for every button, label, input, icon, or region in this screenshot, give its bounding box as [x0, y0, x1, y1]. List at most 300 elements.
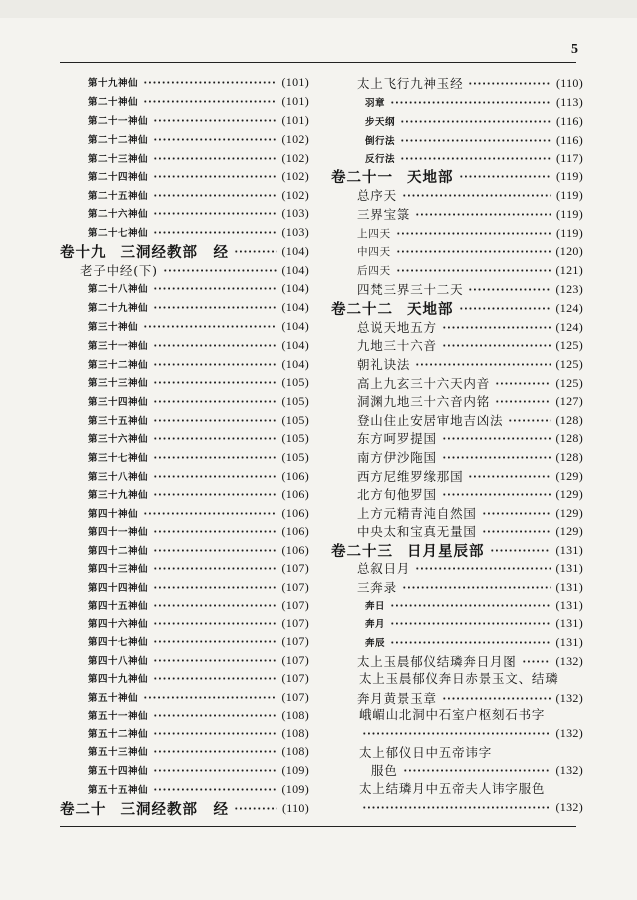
toc-entry	[88, 448, 309, 466]
toc-entry	[357, 355, 583, 373]
page-ref: (132)	[555, 762, 583, 777]
page-ref: (120)	[555, 243, 583, 258]
page-ref: (131)	[555, 615, 583, 630]
dot-leader	[400, 139, 551, 142]
toc-entry	[365, 112, 583, 130]
dot-leader	[153, 437, 276, 440]
page-ref: (104)	[281, 299, 309, 314]
entry-title: 四梵三界三十二天	[357, 282, 464, 297]
dot-leader	[362, 732, 551, 735]
entry-title: 总说天地五方	[357, 320, 437, 335]
page-ref: (108)	[281, 725, 309, 740]
entry-title: 第二十八神仙	[88, 284, 149, 295]
page-ref: (107)	[281, 633, 309, 648]
dot-leader	[153, 769, 276, 772]
page-ref: (117)	[555, 150, 583, 165]
toc-entry	[357, 559, 583, 577]
dot-leader	[153, 788, 276, 791]
dot-leader	[396, 250, 551, 253]
page-ref: (125)	[555, 337, 583, 352]
entry-title: 第四十七神仙	[88, 637, 149, 648]
toc-entry	[88, 167, 309, 185]
page-ref: (101)	[281, 93, 309, 108]
toc-entry	[357, 448, 583, 466]
dot-leader	[153, 549, 276, 552]
toc-entry	[88, 780, 309, 798]
dot-leader	[442, 326, 551, 329]
page-ref: (131)	[555, 634, 583, 649]
entry-title: 第四十神仙	[88, 509, 139, 520]
page-ref: (132)	[555, 653, 583, 668]
volume-number: 卷二十二	[331, 300, 393, 318]
dot-leader	[143, 325, 276, 328]
toc-entry	[88, 204, 309, 222]
page-ref: (128)	[555, 412, 583, 427]
toc-entry	[357, 467, 583, 485]
dot-leader	[396, 269, 551, 272]
entry-title: 老子中经(下)	[80, 263, 158, 278]
dot-leader	[468, 288, 550, 291]
dot-leader	[153, 586, 276, 589]
page-ref: (105)	[281, 430, 309, 445]
dot-leader	[153, 732, 276, 735]
dot-leader	[415, 213, 551, 216]
page-ref: (107)	[281, 615, 309, 630]
entry-title: 东方呵罗提国	[357, 431, 437, 446]
dot-leader	[468, 82, 551, 85]
toc-entry	[88, 186, 309, 204]
toc-entry	[88, 298, 309, 316]
entry-title: 第三十三神仙	[88, 378, 149, 389]
volume-title	[331, 166, 454, 187]
entry-title: 第二十二神仙	[88, 135, 149, 146]
dot-leader	[390, 622, 550, 625]
toc-entry	[88, 706, 309, 724]
entry-title: 三奔录	[357, 580, 397, 595]
toc-entry	[88, 336, 309, 354]
entry-title: 第三十九神仙	[88, 490, 149, 501]
entry-title: 南方伊沙陁国	[357, 450, 437, 465]
volume-title	[60, 798, 229, 819]
page-number: 5	[571, 42, 578, 57]
page-ref: (124)	[555, 319, 583, 334]
entry-title: 第四十一神仙	[88, 527, 149, 538]
page-ref: (107)	[281, 670, 309, 685]
entry-title: 太上飞行九神玉经	[357, 76, 464, 91]
toc-entry	[365, 149, 583, 167]
page-ref: (110)	[555, 75, 583, 90]
dot-leader	[468, 475, 550, 478]
page-ref: (110)	[281, 800, 309, 815]
toc-entry	[357, 411, 583, 429]
page-ref: (104)	[281, 356, 309, 371]
toc-entry	[88, 130, 309, 148]
page-ref: (129)	[555, 523, 583, 538]
entry-title: 中四天	[357, 245, 391, 258]
dot-leader	[459, 175, 551, 178]
page-ref: (107)	[281, 560, 309, 575]
page-ref: (106)	[281, 542, 309, 557]
page-ref: (102)	[281, 131, 309, 146]
page-ref: (129)	[555, 468, 583, 483]
dot-leader	[403, 769, 551, 772]
toc-entry	[88, 485, 309, 503]
page-ref: (104)	[281, 280, 309, 295]
page-ref: (125)	[555, 375, 583, 390]
toc-entry	[357, 374, 583, 392]
toc-entry	[88, 651, 309, 669]
entry-title: 高上九玄三十六天内音	[357, 376, 491, 391]
entry-title: 第四十四神仙	[88, 583, 149, 594]
entry-title: 北方旬他罗国	[357, 487, 437, 502]
dot-leader	[234, 250, 277, 253]
entry-title: 第四十五神仙	[88, 601, 149, 612]
page-ref: (107)	[281, 652, 309, 667]
page-ref: (101)	[281, 74, 309, 89]
dot-leader	[490, 549, 551, 552]
toc-entry	[88, 355, 309, 373]
page-ref: (107)	[281, 689, 309, 704]
page-ref: (107)	[281, 597, 309, 612]
dot-leader	[153, 363, 276, 366]
page-ref: (128)	[555, 430, 583, 445]
dot-leader	[390, 101, 551, 104]
dot-leader	[482, 512, 551, 515]
entry-title: 第二十五神仙	[88, 191, 149, 202]
toc-entry	[88, 411, 309, 429]
volume-title	[60, 241, 229, 262]
dot-leader	[153, 567, 276, 570]
toc-entry	[357, 522, 583, 540]
toc-entry	[88, 504, 309, 522]
toc-entry	[88, 111, 309, 129]
dot-leader	[143, 696, 276, 699]
page-ref: (132)	[555, 690, 583, 705]
page-ref: (121)	[555, 262, 583, 277]
dot-leader	[442, 493, 551, 496]
toc-entry	[88, 73, 309, 91]
toc-entry	[365, 131, 583, 149]
page-ref: (108)	[281, 707, 309, 722]
page-ref: (119)	[555, 187, 583, 202]
page-ref: (109)	[281, 762, 309, 777]
dot-leader	[153, 419, 276, 422]
page-ref: (108)	[281, 743, 309, 758]
dot-leader	[153, 622, 276, 625]
volume-section: 天地部	[407, 300, 454, 318]
page-ref: (102)	[281, 187, 309, 202]
entry-title: 第二十三神仙	[88, 154, 149, 165]
page-ref: (102)	[281, 150, 309, 165]
entry-title: 反行法	[365, 154, 396, 165]
dot-leader	[400, 120, 551, 123]
dot-leader	[153, 138, 276, 141]
dot-leader	[482, 530, 551, 533]
page-ref: (119)	[555, 225, 583, 240]
entry-title: 洞渊九地三十六音内铭	[357, 394, 491, 409]
toc-entry	[88, 392, 309, 410]
dot-leader	[508, 419, 550, 422]
dot-leader	[442, 456, 551, 459]
dot-leader	[153, 750, 276, 753]
dot-leader	[495, 382, 550, 385]
entry-title: 倒行法	[365, 136, 396, 147]
dot-leader	[153, 475, 276, 478]
entry-title: 第四十三神仙	[88, 564, 149, 575]
entry-title: 中央太和宝真无量国	[357, 524, 477, 539]
page-ref: (105)	[281, 412, 309, 427]
toc-entry	[88, 742, 309, 760]
entry-title: 服色	[371, 763, 398, 778]
dot-leader	[522, 660, 551, 663]
volume-section: 三洞经教部 经	[120, 800, 229, 818]
entry-title: 总序天	[357, 188, 397, 203]
dot-leader	[153, 212, 276, 215]
page-ref: (106)	[281, 486, 309, 501]
toc-entry	[88, 373, 309, 391]
volume-number: 卷二十三	[331, 542, 393, 560]
entry-title: 奔月	[365, 619, 386, 630]
entry-title: 第三十二神仙	[88, 360, 149, 371]
page-ref: (119)	[555, 206, 583, 221]
toc-entry	[357, 318, 583, 336]
page-ref: (104)	[281, 243, 309, 258]
entry-title: 上方元精青沌自然国	[357, 506, 477, 521]
volume-title	[331, 540, 485, 561]
entry-title: 第二十四神仙	[88, 172, 149, 183]
dot-leader	[153, 306, 276, 309]
page-ref: (129)	[555, 486, 583, 501]
entry-title: 第五十五神仙	[88, 785, 149, 796]
dot-leader	[402, 194, 551, 197]
toc-entry	[357, 242, 583, 260]
entry-title: 第四十九神仙	[88, 674, 149, 685]
dot-leader	[143, 512, 276, 515]
toc-entry	[88, 223, 309, 241]
dot-leader	[442, 437, 551, 440]
page-ref: (116)	[555, 132, 583, 147]
toc-entry	[357, 485, 583, 503]
toc-volume-entry	[331, 299, 583, 317]
dot-leader	[415, 567, 550, 570]
page-ref: (104)	[281, 262, 309, 277]
entry-title: 羽章	[365, 98, 386, 109]
page-ref: (129)	[555, 505, 583, 520]
page-ref: (127)	[555, 393, 583, 408]
entry-title: 三界宝箓	[357, 207, 411, 222]
dot-leader	[390, 604, 550, 607]
dot-leader	[153, 119, 276, 122]
toc-entry	[357, 205, 583, 223]
entry-title: 第三十神仙	[88, 322, 139, 333]
entry-title: 第四十二神仙	[88, 546, 149, 557]
toc-entry	[365, 596, 583, 614]
entry-title: 第五十二神仙	[88, 729, 149, 740]
entry-title: 第二十七神仙	[88, 228, 149, 239]
toc-entry	[88, 522, 309, 540]
entry-title: 第二十六神仙	[88, 209, 149, 220]
toc-entry	[88, 92, 309, 110]
toc-entry	[88, 559, 309, 577]
page-ref: (119)	[555, 168, 583, 183]
entry-title: 第二十九神仙	[88, 303, 149, 314]
page-ref: (104)	[281, 318, 309, 333]
entry-title: 第二十神仙	[88, 97, 139, 108]
entry-title: 奔辰	[365, 638, 386, 649]
toc-entry	[357, 336, 583, 354]
entry-title: 第三十五神仙	[88, 416, 149, 427]
dot-leader	[163, 269, 277, 272]
entry-title: 第三十七神仙	[88, 453, 149, 464]
toc-entry	[357, 724, 583, 742]
page-ref: (106)	[281, 523, 309, 538]
volume-title	[331, 298, 454, 319]
footer-rule	[60, 826, 576, 827]
toc-entry	[88, 761, 309, 779]
dot-leader	[153, 287, 276, 290]
dot-leader	[442, 697, 551, 700]
page-ref: (103)	[281, 224, 309, 239]
page-ref: (131)	[555, 597, 583, 612]
toc-entry	[357, 798, 583, 816]
entry-title: 总叙日月	[357, 561, 411, 576]
page-ref: (106)	[281, 468, 309, 483]
page-ref: (124)	[555, 300, 583, 315]
toc-volume-entry	[331, 167, 583, 185]
entry-title: 登山住止安居审地吉凶法	[357, 413, 504, 428]
toc-entry-text: 太上郁仪日中五帝讳字	[359, 745, 493, 760]
entry-title: 第三十八神仙	[88, 472, 149, 483]
dot-leader	[402, 586, 551, 589]
toc-entry	[88, 317, 309, 335]
toc-entry	[357, 186, 583, 204]
page-ref: (128)	[555, 449, 583, 464]
dot-leader	[153, 175, 276, 178]
toc-entry	[88, 578, 309, 596]
toc-entry	[357, 429, 583, 447]
dot-leader	[153, 530, 276, 533]
dot-leader	[362, 806, 551, 809]
page-ref: (101)	[281, 112, 309, 127]
toc-entry	[365, 93, 583, 111]
page-ref: (132)	[555, 725, 583, 740]
entry-title: 九地三十六音	[357, 338, 437, 353]
page-ref: (131)	[555, 579, 583, 594]
toc-entry	[357, 392, 583, 410]
toc-volume-entry	[60, 242, 309, 260]
toc-entry	[357, 261, 583, 279]
page-ref: (132)	[555, 799, 583, 814]
entry-title: 第三十六神仙	[88, 434, 149, 445]
toc-entry-text: 峨嵋山北洞中石室户枢刻石书字	[359, 707, 546, 722]
toc-entry-text: 太上结璘月中五帝夫人讳字服色	[359, 781, 546, 796]
entry-title: 步天纲	[365, 117, 396, 128]
page-edge	[0, 0, 637, 18]
dot-leader	[390, 641, 550, 644]
volume-section: 天地部	[407, 168, 454, 186]
dot-leader	[442, 344, 551, 347]
dot-leader	[153, 456, 276, 459]
toc-entry	[88, 279, 309, 297]
toc-entry-text: 太上玉晨郁仪奔日赤景玉文、结璘	[359, 671, 559, 686]
page-ref: (106)	[281, 505, 309, 520]
toc-entry	[371, 761, 583, 779]
entry-title: 第三十一神仙	[88, 341, 149, 352]
volume-section: 三洞经教部 经	[120, 243, 229, 261]
page-ref: (103)	[281, 205, 309, 220]
dot-leader	[153, 640, 276, 643]
toc-entry	[80, 261, 309, 279]
dot-leader	[143, 81, 276, 84]
dot-leader	[459, 307, 551, 310]
dot-leader	[234, 807, 277, 810]
entry-title: 第五十神仙	[88, 693, 139, 704]
toc-entry	[357, 280, 583, 298]
entry-title: 西方尼维罗缘那国	[357, 469, 464, 484]
page-ref: (109)	[281, 781, 309, 796]
toc-entry	[357, 689, 583, 707]
dot-leader	[153, 714, 276, 717]
entry-title: 奔月黄景玉章	[357, 691, 437, 706]
page-ref: (131)	[555, 542, 583, 557]
entry-title: 第五十三神仙	[88, 747, 149, 758]
page-ref: (131)	[555, 560, 583, 575]
dot-leader	[400, 157, 551, 160]
entry-title: 奔日	[365, 601, 386, 612]
page-ref: (116)	[555, 113, 583, 128]
toc-entry	[88, 688, 309, 706]
dot-leader	[153, 157, 276, 160]
dot-leader	[153, 231, 276, 234]
toc-entry	[88, 724, 309, 742]
page-ref: (125)	[555, 356, 583, 371]
toc-entry	[357, 74, 583, 92]
entry-title: 上四天	[357, 227, 391, 240]
toc-volume-entry	[60, 799, 309, 817]
dot-leader	[495, 400, 550, 403]
toc-entry	[88, 596, 309, 614]
entry-title: 第三十四神仙	[88, 397, 149, 408]
entry-title: 第十九神仙	[88, 78, 139, 89]
toc-entry	[88, 149, 309, 167]
volume-section: 日月星辰部	[407, 542, 485, 560]
toc-entry	[88, 429, 309, 447]
toc-entry	[365, 633, 583, 651]
page-ref: (105)	[281, 449, 309, 464]
dot-leader	[153, 604, 276, 607]
entry-title: 第二十一神仙	[88, 116, 149, 127]
volume-number: 卷十九	[60, 243, 107, 261]
dot-leader	[153, 344, 276, 347]
toc-entry	[357, 224, 583, 242]
toc-volume-entry	[331, 541, 583, 559]
dot-leader	[153, 400, 276, 403]
page-ref: (104)	[281, 337, 309, 352]
dot-leader	[153, 194, 276, 197]
volume-number: 卷二十	[60, 800, 107, 818]
page-ref: (113)	[555, 94, 583, 109]
toc-entry	[88, 467, 309, 485]
entry-title: 后四天	[357, 264, 391, 277]
dot-leader	[153, 381, 276, 384]
dot-leader	[415, 363, 550, 366]
page-ref: (123)	[555, 281, 583, 296]
toc-entry	[357, 504, 583, 522]
entry-title: 第五十四神仙	[88, 766, 149, 777]
toc-entry	[357, 652, 583, 670]
page-ref: (102)	[281, 168, 309, 183]
dot-leader	[153, 493, 276, 496]
